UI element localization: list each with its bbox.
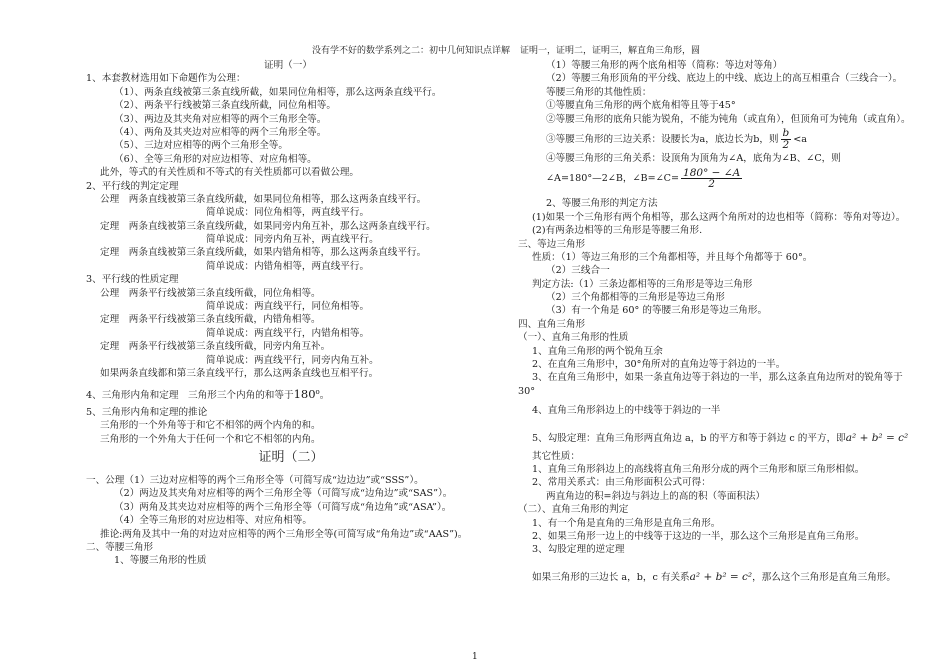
text-line: 定理 两条平行线被第三条直线所截，同旁内角互补。 — [100, 341, 331, 353]
text-line: 1、直角三角形斜边上的高线将直角三角形分成的两个三角形和原三角形相似。 — [532, 463, 865, 475]
text-line: 公理 两条直线被第三条直线所截，如果同位角相等，那么这两条直线平行。 — [100, 193, 427, 205]
text-line: 二、等腰三角形 — [86, 541, 154, 553]
text-line: 定理 两条直线被第三条直线所截，如果内错角相等，那么这两条直线平行。 — [100, 247, 427, 259]
text-line: （3）两角及其夹边对应相等的两个三角形全等（可简写成“角边角”或“ASA”）。 — [114, 501, 452, 513]
text-line: 三角形的一个外角等于和它不相邻的两个内角的和。 — [100, 420, 321, 432]
text-line-side-relation: ③等腰三角形的三边关系：设腰长为a，底边长为b，则 $\frac{b}{2}$ <a — [546, 127, 808, 151]
text-line: 推论:两角及其中一角的对边对应相等的两个三角形全等(可简写成“角角边”或“AAS”)。 — [100, 528, 468, 540]
text-line: ①等腰直角三角形的两个底角相等且等于45° — [546, 100, 736, 112]
fraction-b-over-2: $\frac{b}{2}$ — [782, 127, 790, 151]
text-line: 2、常用关系式：由三角形面积公式可得： — [532, 477, 711, 489]
text-line: 三、等边三角形 — [518, 238, 586, 250]
text-line: 简单说成：两直线平行，同旁内角互补。 — [206, 354, 379, 366]
text-line: 4、直角三角形斜边上的中线等于斜边的一半 — [532, 405, 721, 417]
text-line: 如果两条直线都和第三条直线平行，那么这两条直线也互相平行。 — [100, 367, 379, 379]
header-right: 证明一，证明二，证明三，解直角三角形，圆 — [520, 46, 701, 56]
text-line: （1）等腰三角形的两个底角相等（简称：等边对等角） — [546, 60, 783, 71]
text-line: 此外，等式的有关性质和不等式的有关性质都可以看做公理。 — [100, 167, 360, 179]
text-line: 其它性质： — [532, 450, 580, 462]
text-line: 定理 两条直线被第三条直线所截，如果同旁内角互补，那么这两条直线平行。 — [100, 220, 436, 232]
text-line: （2）三个角都相等的三角形是等边三角形 — [546, 292, 725, 304]
text-line-angle-relation: ∠A=180°—2∠B，∠B=∠C= $\frac{180^\circ - \angle A}{2}$ — [546, 166, 741, 191]
section-title-proof-1: 证明（一） — [264, 60, 312, 71]
text-line: (2)有两条边相等的三角形是等腰三角形. — [532, 225, 703, 237]
text-line: （6）、全等三角形的对应边相等、对应角相等。 — [114, 153, 317, 165]
text-line: 性质：（1）等边三角形的三个角都相等，并且每个角都等于 60°。 — [532, 251, 813, 263]
text-line: 两直角边的积=斜边与斜边上的高的积（等面积法） — [546, 490, 766, 502]
text-line: （2）两边及其夹角对应相等的两个三角形全等（可简写成“边角边”或“SAS”）。 — [114, 488, 453, 500]
text-line: （一）、直角三角形的性质 — [518, 332, 629, 344]
text-line: ④等腰三角形的三角关系：设顶角为顶角为∠A，底角为∠B、∠C，则 — [546, 152, 841, 164]
text-line: 5、三角形内角和定理的推论 — [86, 406, 208, 418]
text-line: 2、如果三角形一边上的中线等于这边的一半，那么这个三角形是直角三角形。 — [532, 530, 865, 542]
text-line: （4）全等三角形的对应边相等、对应角相等。 — [114, 515, 312, 527]
text-line: （2）、两条平行线被第三条直线所截，同位角相等。 — [114, 100, 336, 112]
text-line: 2、等腰三角形的判定方法 — [546, 198, 658, 210]
text-line: 简单说成：同旁内角互补，两直线平行。 — [206, 234, 379, 246]
text-line: 等腰三角形的其他性质： — [546, 86, 652, 98]
text-line: 一、公理（1）三边对应相等的两个三角形全等（可简写成“边边边”或“SSS”）。 — [86, 474, 424, 486]
pythagoras-formula: a² + b² = c² — [845, 431, 909, 444]
section-title-proof-2: 证明（二） — [258, 449, 324, 465]
text-line: （3）、两边及其夹角对应相等的两个三角形全等。 — [114, 113, 327, 125]
converse-formula: a² + b² = c² — [689, 570, 753, 583]
text-line: （5）、三边对应相等的两个三角形全等。 — [114, 140, 288, 152]
text-line: （1）、两条直线被第三条直线所截，如果同位角相等，那么这两条直线平行。 — [114, 86, 442, 98]
text-line: （二）、直角三角形的判定 — [518, 504, 629, 516]
fraction-angle-formula: $\frac{180^\circ - \angle A}{2}$ — [683, 166, 741, 191]
text-line: 2、在直角三角形中，30°角所对的直角边等于斜边的一半。 — [532, 359, 786, 371]
text-line-angle-sum: 4、三角形内角和定理 三角形三个内角的和等于180$^o$。 — [86, 387, 330, 402]
text-line: 2、平行线的判定定理 — [86, 180, 179, 192]
text-line: 1、有一个角是直角的三角形是直角三角形。 — [532, 517, 721, 529]
text-line: 简单说成：内错角相等，两直线平行。 — [206, 260, 370, 272]
text-line: 四、直角三角形 — [518, 318, 586, 330]
text-line: 公理 两条平行线被第三条直线所截，同位角相等。 — [100, 287, 321, 299]
text-line: （2）等腰三角形顶角的平分线、底边上的中线、底边上的高互相重合（三线合一）。 — [546, 73, 903, 85]
text-line: （3）有一个角是 60° 的等腰三角形是等边三角形。 — [546, 305, 768, 317]
text-line: 1、直角三角形的两个锐角互余 — [532, 345, 663, 357]
page-number: 1 — [472, 652, 478, 662]
text-line: 30° — [518, 385, 536, 397]
text-line: 1、等腰三角形的性质 — [114, 555, 207, 567]
header-left: 没有学不好的数学系列之二：初中几何知识点详解 — [312, 46, 511, 56]
text-line: 3、在直角三角形中，如果一条直角边等于斜边的一半，那么这条直角边所对的锐角等于 — [532, 372, 903, 384]
text-line: 1、本套教材选用如下命题作为公理： — [86, 73, 246, 85]
text-line: 简单说成：两直线平行，同位角相等。 — [206, 301, 370, 313]
text-line: （4）、两角及其夹边对应相等的两个三角形全等。 — [114, 126, 327, 138]
text-line: ②等腰三角形的底角只能为锐角，不能为钝角（或直角），但顶角可为钝角（或直角）。 — [546, 113, 911, 125]
text-line: （2）三线合一 — [546, 265, 610, 277]
text-line: 3、勾股定理的逆定理 — [532, 544, 625, 556]
text-line: 定理 两条平行线被第三条直线所截，内错角相等。 — [100, 314, 321, 326]
text-line: 判定方法:（1）三条边都相等的三角形是等边三角形 — [532, 278, 753, 290]
text-line: 3、平行线的性质定理 — [86, 274, 179, 286]
text-line: 三角形的一个外角大于任何一个和它不相邻的内角。 — [100, 433, 321, 445]
text-line-pythagoras: 5、勾股定理：直角三角形两直角边 a，b 的平方和等于斜边 c 的平方，即a² + b² = c² — [532, 431, 909, 444]
text-line: 简单说成：同位角相等，两直线平行。 — [206, 207, 370, 219]
angle-sum-value: 180 — [293, 387, 316, 402]
text-line: 简单说成：两直线平行，内错角相等。 — [206, 327, 370, 339]
right-column — [518, 60, 938, 590]
text-line-converse: 如果三角形的三边长 a，b，c 有关系a² + b² = c²，那么这个三角形是直角三角形。 — [532, 570, 896, 583]
left-column — [86, 60, 496, 569]
text-line: (1)如果一个三角形有两个角相等，那么这两个角所对的边也相等（简称：等角对等边）。 — [532, 211, 906, 223]
